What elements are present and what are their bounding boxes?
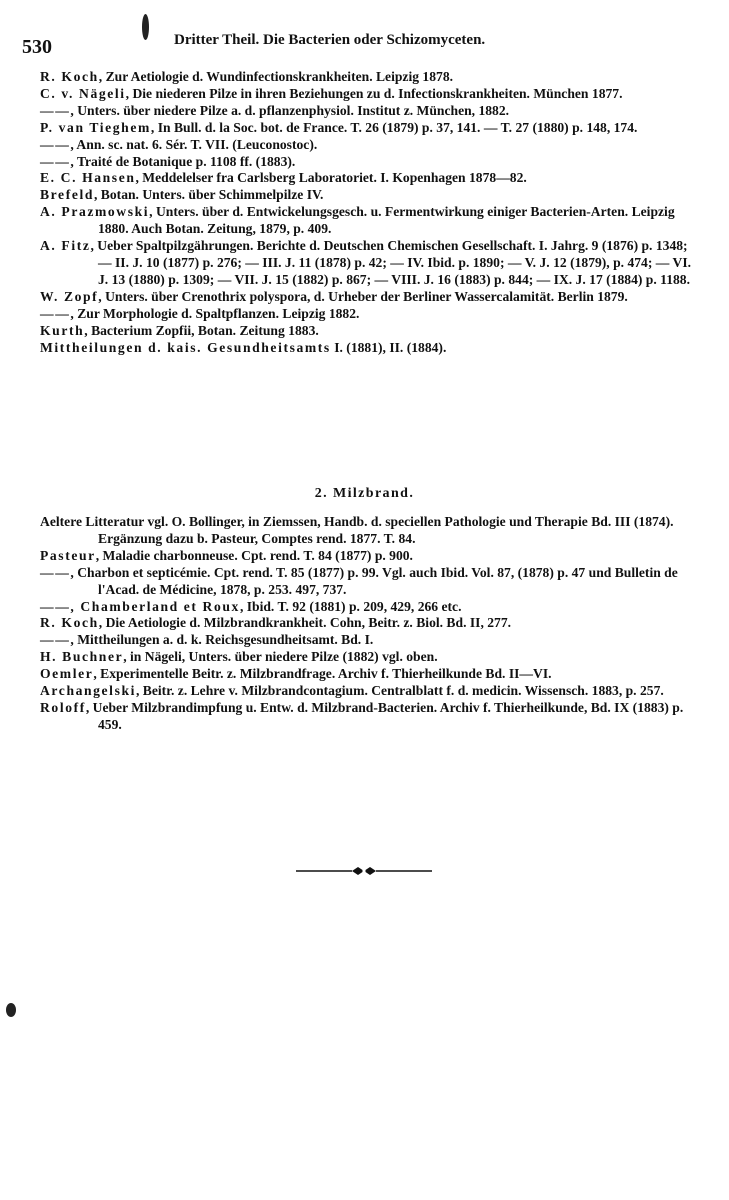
entry-text: , Die Aetiologie d. Milzbrandkrankheit. Cohn, Beitr. z. Biol. Bd. II, 277. <box>98 615 512 631</box>
entry-text: , Unters. über Crenothrix polyspora, d. Urheber der Berliner Wassercalamität. Berlin 1879. <box>98 288 628 304</box>
entry-author: —— <box>40 136 71 152</box>
list-item <box>40 340 700 357</box>
list-item <box>40 565 700 599</box>
list-item <box>40 548 700 565</box>
page-number: 530 <box>22 36 52 58</box>
bibliography-section-2 <box>40 514 700 734</box>
entry-text: , Zur Aetiologie d. Wundinfectionskrankheiten. Leipzig 1878. <box>98 69 454 84</box>
page-header <box>22 32 712 56</box>
entry-author: C. v. Nägeli <box>40 85 126 101</box>
entry-text: , Mittheilungen a. d. k. Reichsgesundheitsamt. Bd. I. <box>70 632 374 648</box>
list-item <box>40 683 700 700</box>
list-item <box>40 289 700 306</box>
section-heading: 2. Milzbrand. <box>314 486 415 501</box>
entry-author: E. C. Hansen <box>40 170 136 186</box>
entry-text: , Zur Morphologie d. Spaltpflanzen. Leipzig 1882. <box>70 305 360 321</box>
entry-text: , Bacterium Zopfii, Botan. Zeitung 1883. <box>84 322 319 338</box>
entry-author: —— <box>40 102 71 118</box>
entry-author: Mittheilungen d. kais. Gesundheitsamts <box>40 339 331 355</box>
entry-text: Aeltere Litteratur vgl. O. Bollinger, in Ziemssen, Handb. d. speciellen Pathologie und Therapie Bd. III (1874). Ergänzung dazu b. Pasteur, Comptes rend. 1877. T. 84. <box>40 514 674 546</box>
entry-text: I. (1881), II. (1884). <box>330 339 447 355</box>
entry-text: , Ueber Spaltpilzgährungen. Berichte d. Deutschen Chemischen Gesellschaft. I. Jahrg. 9 (1876) p. 1348; — II. J. 10 (1877) p. 276; — III. J. 11 (1878) p. 42; — IV. Ibid. p. 1890; — V. J. 12 (1879), p. 474; — VI. J. 13 (1880) p. 1309; — VII. J. 15 (1882) p. 867; — VIII. J. 16 (1883) p. 844; — IX. J. 17 (1884) p. 1188. <box>90 238 692 287</box>
entry-author: —— <box>40 632 71 648</box>
entry-text: , Traité de Botanique p. 1108 ff. (1883). <box>70 153 296 169</box>
entry-author: Kurth <box>40 322 85 338</box>
entry-author: Oemler <box>40 666 94 682</box>
entry-text: , Ibid. T. 92 (1881) p. 209, 429, 266 etc. <box>239 598 462 614</box>
entry-author: R. Koch <box>40 615 99 631</box>
ink-mark-left <box>6 1003 16 1017</box>
list-item <box>40 323 700 340</box>
list-item <box>40 187 700 204</box>
entry-text: , Die niederen Pilze in ihren Beziehungen zu d. Infectionskrankheiten. München 1877. <box>125 85 623 101</box>
running-title: Dritter Theil. Die Bacterien oder Schizomyceten. <box>174 32 486 48</box>
entry-author: Archangelski <box>40 683 136 699</box>
entry-text: , Meddelelser fra Carlsberg Laboratoriet. I. Kopenhagen 1878—82. <box>135 170 527 186</box>
entry-author: —— <box>40 305 71 321</box>
entry-author: Brefeld <box>40 187 94 203</box>
entry-author: A. Prazmowski <box>40 204 150 220</box>
list-item <box>40 666 700 683</box>
entry-text: , Maladie charbonneuse. Cpt. rend. T. 84 (1877) p. 900. <box>95 547 413 563</box>
entry-text: , Charbon et septicémie. Cpt. rend. T. 85 (1877) p. 99. Vgl. auch Ibid. Vol. 87, (1878) p. 47 und Bulletin de l'Acad. de Médicine, 1878, p. 253. 497, 737. <box>70 564 678 597</box>
entry-text: , Unters. über d. Entwickelungsgesch. u. Fermentwirkung einiger Bacterien-Arten. Leipzig 1880. Auch Botan. Zeitung, 1879, p. 409. <box>98 204 675 237</box>
list-item <box>40 514 700 548</box>
list-item <box>40 599 700 616</box>
entry-author: Roloff <box>40 699 86 715</box>
list-item <box>40 306 700 323</box>
list-item <box>40 649 700 666</box>
entry-author: W. Zopf <box>40 288 99 304</box>
list-item <box>40 137 700 154</box>
bibliography-section-1 <box>40 69 700 356</box>
list-item <box>40 154 700 171</box>
entry-text: , Experimentelle Beitr. z. Milzbrandfrage. Archiv f. Thierheilkunde Bd. II—VI. <box>93 666 552 682</box>
list-item <box>40 632 700 649</box>
entry-text: , Ueber Milzbrandimpfung u. Entw. d. Milzbrand-Bacterien. Archiv f. Thierheilkunde, Bd. IX (1883) p. 459. <box>85 699 684 732</box>
entry-author: —— <box>40 564 71 580</box>
entry-author: Pasteur <box>40 547 96 563</box>
entry-author: —— <box>40 153 71 169</box>
entry-author: A. Fitz <box>40 238 91 254</box>
list-item <box>40 238 700 289</box>
list-item <box>40 204 700 238</box>
entry-text: , Botan. Unters. über Schimmelpilze IV. <box>94 187 324 203</box>
list-item <box>40 103 700 120</box>
entry-author: P. van Tieghem <box>40 119 151 135</box>
entry-author: H. Buchner <box>40 649 124 665</box>
list-item <box>40 86 700 103</box>
end-ornament-icon <box>296 864 432 878</box>
entry-text: , In Bull. d. la Soc. bot. de France. T. 26 (1879) p. 37, 141. — T. 27 (1880) p. 148, 174. <box>150 119 638 135</box>
entry-text: , Unters. über niedere Pilze a. d. pflanzenphysiol. Institut z. München, 1882. <box>70 102 510 118</box>
list-item <box>40 120 700 137</box>
list-item <box>40 700 700 734</box>
entry-author: R. Koch <box>40 69 99 84</box>
list-item <box>40 615 700 632</box>
entry-text: , Ann. sc. nat. 6. Sér. T. VII. (Leuconostoc). <box>70 136 318 152</box>
entry-text: , Beitr. z. Lehre v. Milzbrandcontagium. Centralblatt f. d. medicin. Wissensch. 1883, p. 257. <box>136 683 664 699</box>
list-item <box>40 69 700 86</box>
list-item <box>40 170 700 187</box>
entry-author: ——, Chamberland et Roux <box>40 598 240 614</box>
entry-text: , in Nägeli, Unters. über niedere Pilze (1882) vgl. oben. <box>123 649 438 665</box>
